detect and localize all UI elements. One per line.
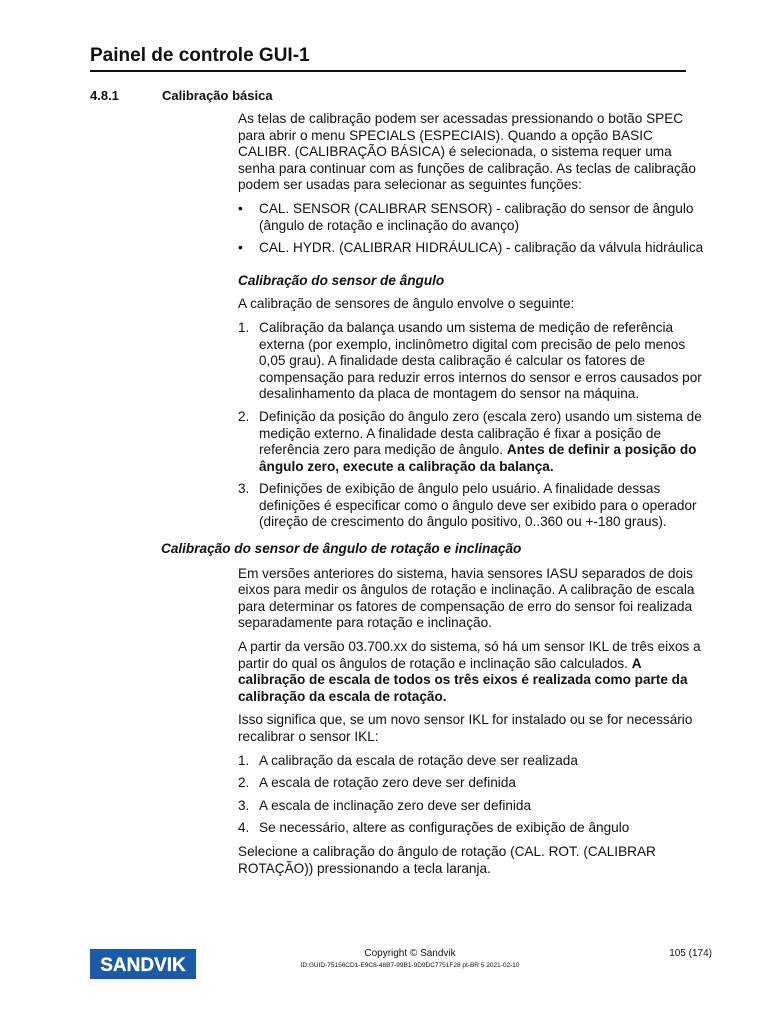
list-item: 4. Se necessário, altere as configurações de exibição de ângulo <box>238 820 630 836</box>
sandvik-logo <box>90 949 196 979</box>
list-item: 2. Definição da posição do ângulo zero (escala zero) usando um sistema de medição externo. A finalidade desta calibração é fixar a posição de referência zero para medição de ângulo. Antes de definir a posição do ângulo zero, execute a calibração da balança. <box>238 408 702 474</box>
subheading-angle-sensor: Calibração do sensor de ângulo <box>238 272 445 288</box>
subheading-rotation-sensor: Calibração do sensor de ângulo de rotação e inclinação <box>161 541 522 557</box>
angle-steps-list <box>238 320 708 531</box>
page-title: Painel de controle GUI-1 <box>90 45 310 66</box>
copyright-text: Copyright © Sandvik <box>364 948 456 959</box>
angle-lead: A calibração de sensores de ângulo envolve o seguinte: <box>238 296 575 312</box>
intro-paragraph: As telas de calibração podem ser acessadas pressionando o botão SPEC para abrir o menu SPECIALS (ESPECIAIS). Quando a opção BASIC CALIBR. (CALIBRAÇÃO BÁSICA) é selecionada, o sistema requer uma senha para continuar com as funções de calibração. As teclas de calibração podem ser usadas para selecionar as seguintes funções: <box>238 111 696 193</box>
page-header <box>90 44 686 72</box>
list-item: 2. A escala de rotação zero deve ser definida <box>238 775 516 791</box>
main-content <box>161 111 708 884</box>
rotation-paragraph-1: Em versões anteriores do sistema, havia sensores IASU separados de dois eixos para medir os ângulos de rotação e inclinação. A calibração de escala para determinar os fatores de compensação de erro do sensor foi realizada separadamente para rotação e inclinação. <box>238 565 695 631</box>
logo-text: SANDVIK <box>100 955 186 976</box>
function-list <box>238 201 708 257</box>
bold-note: A calibração de escala de todos os três eixos é realizada como parte da calibração da escala de rotação. <box>238 655 688 704</box>
list-item: 3. Definições de exibição de ângulo pelo usuário. A finalidade dessas definições é especificar como o ângulo deve ser exibido para o operador (direção de crescimento do ângulo positivo, 0..360 ou +-180 graus). <box>238 481 697 530</box>
section-title: Calibração básica <box>162 88 273 103</box>
list-item: • CAL. HYDR. (CALIBRAR HIDRÁULICA) - calibração da válvula hidráulica <box>238 240 704 256</box>
page-number: 105 (174) <box>669 948 712 959</box>
rotation-paragraph-4: Selecione a calibração do ângulo de rotação (CAL. ROT. (CALIBRAR ROTAÇÃO)) pressionando a tecla laranja. <box>238 843 656 876</box>
document-id: ID:GUID-75156CD1-E9C8-48B7-99B1-9D9DC7751F28 pt-BR 5 2021-02-10 <box>300 962 520 969</box>
rotation-steps-list <box>238 753 708 837</box>
list-item: 1. A calibração da escala de rotação deve ser realizada <box>238 752 578 768</box>
bullet-icon: • <box>238 200 243 216</box>
list-item: • CAL. SENSOR (CALIBRAR SENSOR) - calibração do sensor de ângulo (ângulo de rotação e inclinação do avanço) <box>238 200 694 233</box>
bullet-icon: • <box>238 240 243 256</box>
rotation-paragraph-2: A partir da versão 03.700.xx do sistema, só há um sensor IKL de três eixos a partir do qual os ângulos de rotação e inclinação são calculados. A calibração de escala de todos os três eixos é realizada como parte da calibração da escala de rotação. <box>238 639 701 704</box>
list-item: 1. Calibração da balança usando um sistema de medição de referência externa (por exemplo, inclinômetro digital com precisão de pelo menos 0,05 grau). A finalidade desta calibração é calcular os fatores de compensação para reduzir erros internos do sensor e erros causados por desalinhamento da placa de montagem do sensor na máquina. <box>238 319 702 402</box>
warning-text: Antes de definir a posição do ângulo zero, execute a calibração da balança. <box>259 442 697 474</box>
section-number: 4.8.1 <box>90 88 119 103</box>
rotation-paragraph-3: Isso significa que, se um novo sensor IKL for instalado ou se for necessário recalibrar o sensor IKL: <box>238 712 693 744</box>
list-item: 3. A escala de inclinação zero deve ser definida <box>238 797 532 813</box>
